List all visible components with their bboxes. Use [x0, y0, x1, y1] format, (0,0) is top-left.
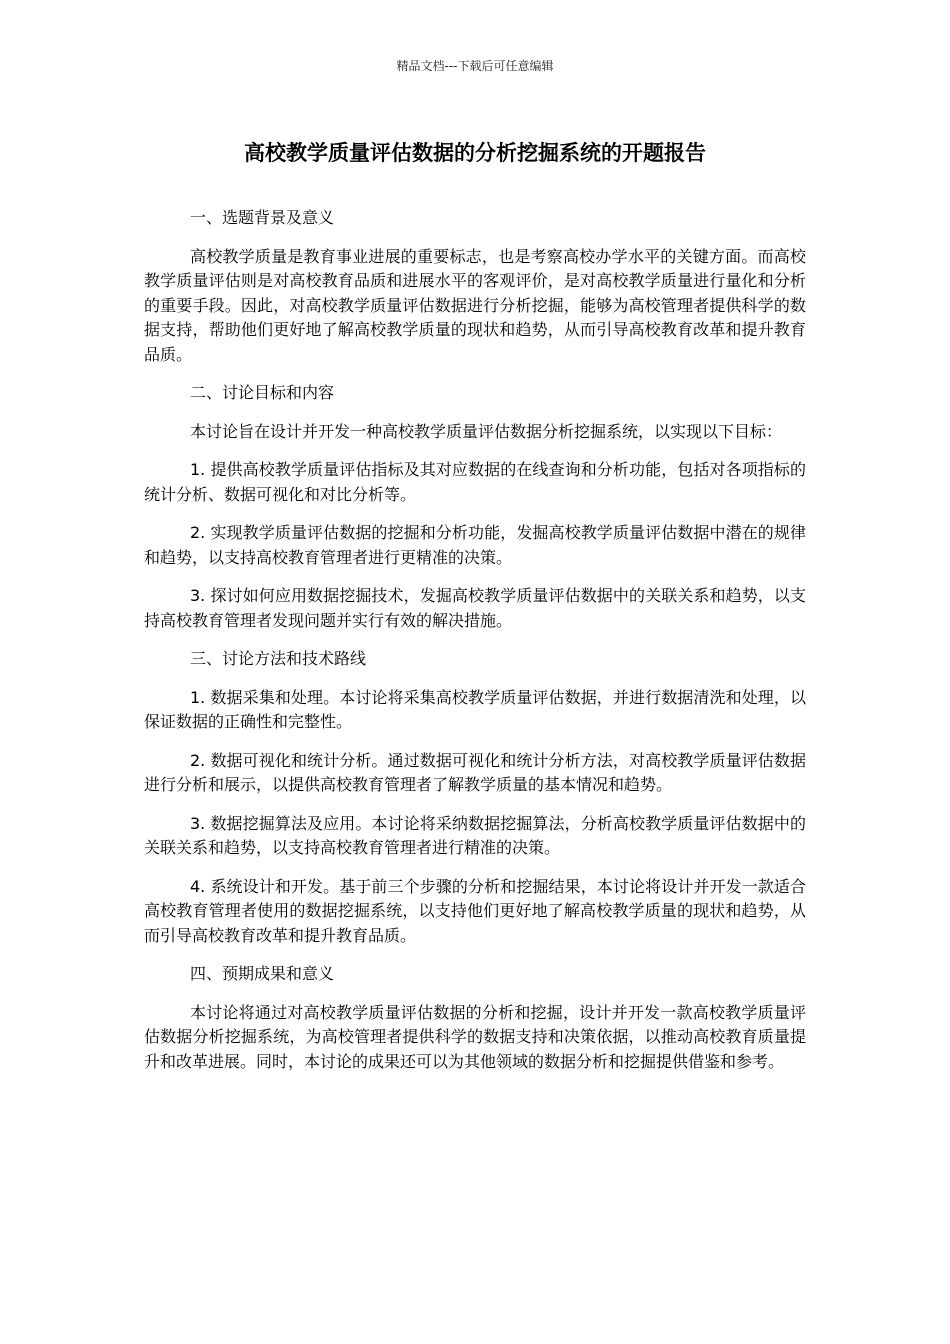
document-body	[144, 206, 806, 1088]
paragraph-goals-intro: 本讨论旨在设计并开发一种高校教学质量评估数据分析挖掘系统，以实现以下目标：	[190, 421, 783, 441]
list-item-method-1: 1. 数据采集和处理。本讨论将采集高校教学质量评估数据，并进行数据清洗和处理，以保证数据的正确性和完整性。	[144, 687, 806, 731]
section-heading-outcomes: 四、预期成果和意义	[190, 964, 335, 983]
paragraph-background: 高校教学质量是教育事业进展的重要标志，也是考察高校办学水平的关键方面。而高校教学质量评估则是对高校教育品质和进展水平的客观评价，是对高校教学质量进行量化和分析的重要手段。因此，对高校教学质量评估数据进行分析挖掘，能够为高校管理者提供科学的数据支持，帮助他们更好地了解高校教学质量的现状和趋势，从而引导高校教育改革和提升教育品质。	[144, 246, 806, 364]
list-item-goal-1: 1. 提供高校教学质量评估指标及其对应数据的在线查询和分析功能，包括对各项指标的统计分析、数据可视化和对比分析等。	[144, 460, 806, 504]
section-heading-methods: 三、讨论方法和技术路线	[190, 649, 367, 668]
header-note: 精品文档---下载后可任意编辑	[396, 59, 554, 73]
page-title: 高校教学质量评估数据的分析挖掘系统的开题报告	[244, 141, 706, 165]
list-item-method-3: 3. 数据挖掘算法及应用。本讨论将采纳数据挖掘算法，分析高校教学质量评估数据中的关联关系和趋势，以支持高校教育管理者进行精准的决策。	[144, 813, 806, 857]
section-heading-background: 一、选题背景及意义	[190, 208, 335, 227]
list-item-goal-2: 2. 实现教学质量评估数据的挖掘和分析功能，发掘高校教学质量评估数据中潜在的规律和趋势，以支持高校教育管理者进行更精准的决策。	[144, 523, 806, 567]
list-item-goal-3: 3. 探讨如何应用数据挖掘技术，发掘高校教学质量评估数据中的关联关系和趋势，以支持高校教育管理者发现问题并实行有效的解决措施。	[144, 586, 806, 630]
list-item-method-4: 4. 系统设计和开发。基于前三个步骤的分析和挖掘结果，本讨论将设计并开发一款适合高校教育管理者使用的数据挖掘系统，以支持他们更好地了解高校教学质量的现状和趋势，从而引导高校教育改革和提升教育品质。	[144, 876, 806, 945]
list-item-method-2: 2. 数据可视化和统计分析。通过数据可视化和统计分析方法，对高校教学质量评估数据进行分析和展示，以提供高校教育管理者了解教学质量的基本情况和趋势。	[144, 750, 806, 794]
paragraph-outcomes: 本讨论将通过对高校教学质量评估数据的分析和挖掘，设计并开发一款高校教学质量评估数据分析挖掘系统，为高校管理者提供科学的数据支持和决策依据，以推动高校教育质量提升和改革进展。同时，本讨论的成果还可以为其他领域的数据分析和挖掘提供借鉴和参考。	[144, 1002, 806, 1071]
section-heading-goals: 二、讨论目标和内容	[190, 383, 335, 402]
